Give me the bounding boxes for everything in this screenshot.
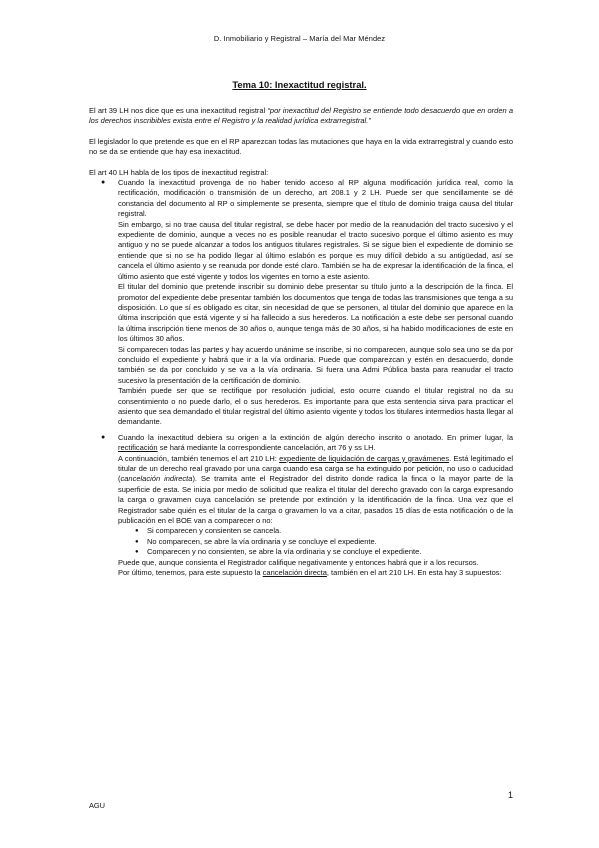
term-rectificacion: rectificación bbox=[118, 443, 158, 453]
list-item-bullet-2 bbox=[89, 433, 513, 527]
bullet1-paragraph-5: También puede ser que se rectifique por resolución judicial, esto ocurre cuando el titular registral no da su consentimiento o no puede darlo, el o sus herederos. Es importante para que esta sentencia sirva para practicar el asiento que sea demandado el titular registral del último asiento vigente y todos los titulares intermedios hasta llegar al demandante. bbox=[118, 386, 513, 427]
bullet-icon: ● bbox=[135, 538, 139, 545]
page-title bbox=[0, 79, 599, 90]
bullet1-paragraph-3: El titular del dominio que pretende inscribir su dominio debe presentar su título junto a la descripción de la finca. El promotor del expediente debe presentar también los documentos que tenga de todas las transmisiones que tenga a su disposición. Lo que sí es obligado es citar, sin necesidad de que se personen, al titular del dominio que aparece en la última inscripción que está vigente y si ha fallecido a sus herederos. La notificación a este debe ser personal cuando la última inscripción tiene menos de 30 años o, aunque tenga más de 30 años, si ha habido modificaciones de este en los últimos 30 años. bbox=[118, 282, 513, 344]
intro-paragraph bbox=[89, 106, 513, 127]
sub-list-item: ● Si comparecen y consienten se cancela. bbox=[135, 526, 282, 536]
footer-initials: AGU bbox=[89, 801, 106, 810]
bullet2-paragraph-1: Cuando la inexactitud debiera su origen a la extinción de algún derecho inscrito o anotado. En primer lugar, la rectificación se hará mediante la correspondiente cancelación, art 76 y ss LH. bbox=[118, 432, 513, 453]
intro-lead: El art 39 LH nos dice que es una inexactitud registral bbox=[89, 106, 268, 115]
intro-quote: “por inexactitud del Registro se entiende todo desacuerdo que en orden a los derechos inscribibles exista entre el Registro y la realidad jurídica extrarregistral.” bbox=[89, 106, 513, 126]
list-item-bullet-1 bbox=[89, 178, 513, 428]
term-cancelacion-directa: cancelación directa bbox=[262, 568, 327, 578]
bullet2-paragraph-3: Puede que, aunque consienta el Registrador califique negativamente y entonces habrá que ir a los recursos. bbox=[118, 557, 479, 567]
page-number: 1 bbox=[508, 790, 514, 800]
bullet-icon: ● bbox=[101, 179, 106, 187]
title-text: Tema 10: Inexactitud registral. bbox=[232, 79, 367, 90]
bullet2-paragraph-2: A continuación, también tenemos el art 210 LH: expediente de liquidación de cargas y gravámenes. Está legitimado el titular de un derecho real gravado por una carga cuando esa carga se ha extinguido por petición, no uso o caducidad (cancelación indirecta). Se tramita ante el Registrador del distrito donde radica la finca o la mayor parte de la superficie de esta. Se inicia por medio de solicitud que realiza el titular del derecho gravado con la carga expresando la carga o gravamen cuya cancelación se pretende por extinción y la identificación de la finca. Una vez que el Registrador sabe quién es el titular de la carga o gravamen lo va a citar, pasados 15 días de esta notificación o de la publicación en el BOE van a comparecer o no: bbox=[118, 453, 514, 526]
bullet-icon: ● bbox=[101, 433, 106, 441]
bullet2-paragraph-4: Por último, tenemos, para este supuesto la cancelación directa, también en el art 210 LH. En esta hay 3 supuestos: bbox=[118, 568, 502, 578]
paragraph-legislador: El legislador lo que pretende es que en el RP aparezcan todas las mutaciones que haya en la vida extrarregistral y cuando esto no se da se entiende que hay esa inexactitud. bbox=[89, 136, 513, 157]
paragraph-tipos: El art 40 LH habla de los tipos de inexactitud registral: bbox=[89, 167, 269, 177]
term-expediente-liquidacion: expediente de liquidación de cargas y gravámenes bbox=[279, 453, 450, 463]
running-header: D. Inmobiliario y Registral – María del Mar Méndez bbox=[213, 34, 386, 43]
term-cancelacion-indirecta: cancelación indirecta bbox=[120, 474, 193, 484]
bullet-icon: ● bbox=[135, 549, 139, 556]
sub-list-item: ● No comparecen, se abre la vía ordinaria y se concluye el expediente. bbox=[135, 536, 377, 546]
bullet1-paragraph-2: Sin embargo, si no trae causa del titular registral, se debe hacer por medio de la reanudación del tracto sucesivo y el expediente de dominio, aunque a veces no es posible reanudar el tracto sucesivo porque el último asiento es muy antiguo y no se puede alcanzar a todos los antiguos titulares registrales. Si se sigue bien el expediente de dominio se entiende que si no se ha podido llegar al último eslabón es porque es muy difícil debido a su antigüedad, así se cancela el último asiento y se reanuda por donde esté claro. También se ha de expresar la identificación de la finca, el último asiento que esté vigente y todos los vigentes en torno a este asiento. bbox=[118, 219, 513, 281]
sub-list-item: ● Comparecen y no consienten, se abre la vía ordinaria y se concluye el expediente. bbox=[135, 547, 422, 557]
bullet1-paragraph-1: Cuando la inexactitud provenga de no haber tenido acceso al RP alguna modificación jurídica real, como la rectificación, modificación o transmisión de un derecho, art 208.1 y 2 LH. Puede ser que sencillamente se dé constancia del documento al RP o simplemente se presenta, siempre que el título de dominio traiga causa del titular registral. bbox=[118, 178, 513, 219]
document-body bbox=[89, 106, 513, 578]
bullet-icon: ● bbox=[135, 528, 139, 535]
bullet1-paragraph-4: Si comparecen todas las partes y hay acuerdo unánime se inscribe, si no comparecen, aunque solo sea uno se da por concluido el expediente y habrá que ir a la vía ordinaria. Puede que comparezcan y estén en desacuerdo, donde también se da por concluido y se va a la vía ordinaria. Si fuera una Admi Pública basta para reanudar el tracto sucesivo la presentación de la certificación de dominio. bbox=[118, 344, 513, 385]
